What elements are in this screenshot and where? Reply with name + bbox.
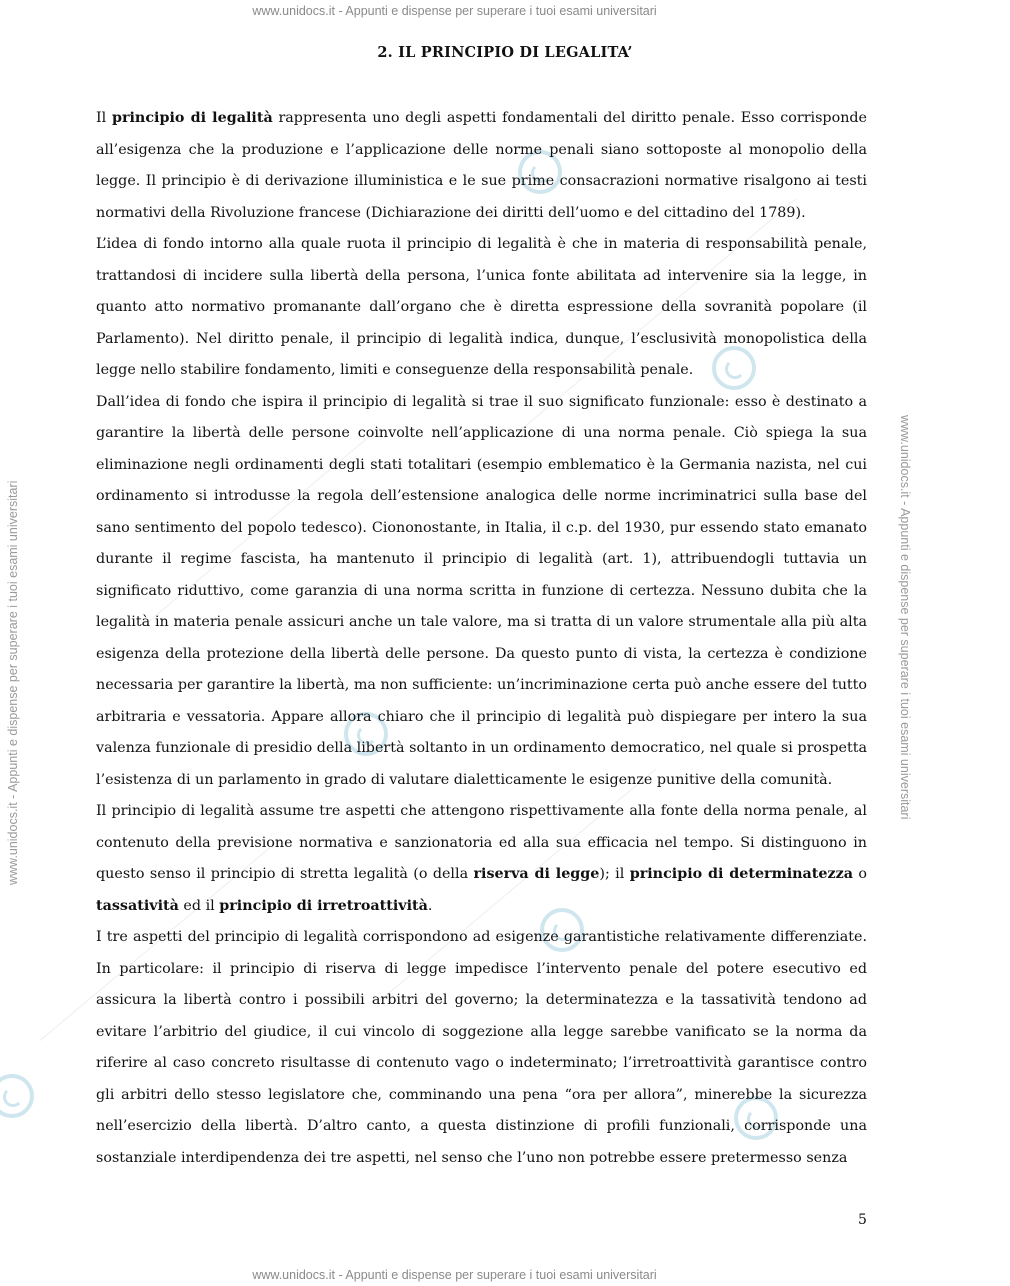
text-run: I tre aspetti del principio di legalità corrispondono ad esigenze garantistiche relativamente differenziate. In particolare: il principio di riserva di legge impedisce l’intervento penale del potere esecutivo ed assicura la libertà contro i possibili arbitri del governo; la determinatezza e la tassatività tendono ad evitare l’arbitrio del giudice, il cui vincolo di soggezione alla legge sarebbe vanificato se la norma da riferire al caso concreto risultasse di contenuto vago o indeterminato; l’irretroattività garantisce contro gli arbitri dello stesso legislatore che, comminando una pena “ora per allora”, minerebbe la sicurezza nell’esercizio della libertà. D’altro canto, a questa distinzione di profili funzionali, corrisponde una sostanziale interdipendenza dei tre aspetti, nel senso che l’uno non potrebbe essere pretermesso senza	[96, 929, 867, 1166]
section-heading: 2. IL PRINCIPIO DI LEGALITA’	[377, 44, 633, 61]
paragraph	[96, 922, 867, 1174]
paragraph	[96, 796, 867, 922]
bold-term: tassatività	[96, 897, 179, 914]
text-run: ); il	[599, 866, 630, 882]
text-run: Dall’idea di fondo che ispira il principio di legalità si trae il suo significato funzionale: esso è destinato a garantire la libertà delle persone coinvolte nell’applicazione di una norma penale. Ciò spiega la sua eliminazione negli ordinamenti degli stati totalitari (esempio emblematico è la Germania nazista, nel cui ordinamento si introdusse la regola dell’estensione analogica delle norme incriminatrici sulla base del sano sentimento del popolo tedesco). Ciononostante, in Italia, il c.p. del 1930, pur essendo stato emanato durante il regime fascista, ha mantenuto il principio di legalità (art. 1), attribuendogli tuttavia un significato riduttivo, come garanzia di una norma scritta in funzione di certezza. Nessuno dubita che la legalità in materia penale assicuri anche un tale valore, ma si tratta di un valore strumentale alla più alta esigenza della protezione della libertà delle persone. Da questo punto di vista, la certezza è condizione necessaria per garantire la libertà, ma non sufficiente: un’incriminazione certa può anche essere del tutto arbitraria e vessatoria. Appare allora chiaro che il principio di legalità può dispiegare per intero la sua valenza funzionale di presidio della libertà soltanto in un ordinamento democratico, nel quale si prospetta l’esistenza di un parlamento in grado di valutare dialetticamente le esigenze punitive della comunità.	[96, 393, 867, 788]
paragraph	[96, 387, 867, 797]
bold-term: principio di determinatezza	[629, 866, 853, 882]
paragraph	[96, 229, 867, 387]
watermark-bottom: www.unidocs.it - Appunti e dispense per superare i tuoi esami universitari	[252, 1268, 657, 1282]
bold-term: principio di legalità	[111, 110, 273, 126]
page-number: 5	[858, 1212, 867, 1228]
text-run: .	[427, 897, 433, 914]
document-body	[96, 103, 867, 1174]
text-run: ed il	[178, 897, 220, 914]
text-run: Il principio di legalità assume tre aspetti che attengono rispettivamente alla fonte della norma penale, al contenuto della previsione normativa e sanzionatoria ed alla sua efficacia nel tempo. Si distinguono in questo senso il principio di stretta legalità (o della	[96, 803, 867, 882]
watermark-left: www.unidocs.it - Appunti e dispense per superare i tuoi esami universitari	[6, 480, 20, 885]
watermark-right: www.unidocs.it - Appunti e dispense per superare i tuoi esami universitari	[898, 415, 912, 820]
text-run: rappresenta uno degli aspetti fondamentali del diritto penale. Esso corrisponde all’esigenza che la produzione e l’applicazione delle norme penali siano sottoposte al monopolio della legge. Il principio è di derivazione illuministica e le sue prime consacrazioni normative risalgono ai testi normativi della Rivoluzione francese (Dichiarazione dei diritti dell’uomo e del cittadino del 1789).	[96, 110, 868, 221]
bold-term: riserva di legge	[473, 866, 600, 882]
bold-term: principio di irretroattività	[219, 897, 428, 914]
paragraph	[96, 103, 867, 229]
text-run: o	[853, 866, 867, 882]
text-run: L’idea di fondo intorno alla quale ruota il principio di legalità è che in materia di responsabilità penale, trattandosi di incidere sulla libertà della persona, l’unica fonte abilitata ad intervenire sia la legge, in quanto atto normativo promanante dall’organo che è diretta espressione della sovranità popolare (il Parlamento). Nel diritto penale, il principio di legalità indica, dunque, l’esclusività monopolistica della legge nello stabilire fondamento, limiti e conseguenze della responsabilità penale.	[96, 236, 867, 378]
text-run: Il	[96, 110, 112, 126]
watermark-logo-icon	[0, 1074, 34, 1118]
watermark-top: www.unidocs.it - Appunti e dispense per superare i tuoi esami universitari	[252, 4, 657, 18]
